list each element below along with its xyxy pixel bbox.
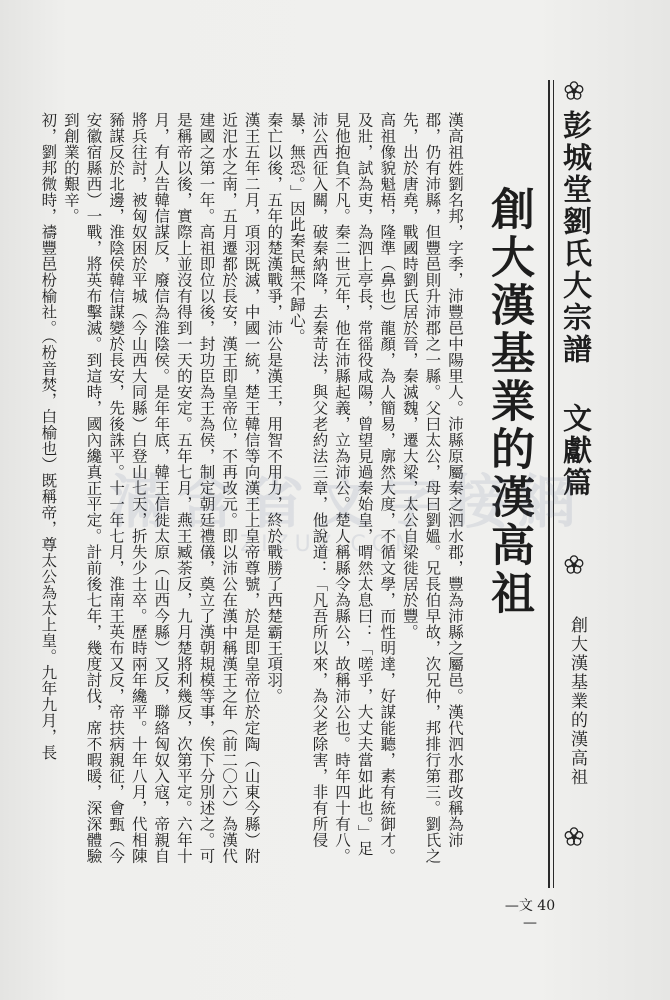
body-paragraph: 高祖像貌魁梧，隆準（鼻也）龍顏，為人簡易，廓然大度，不循文學，而性明達，好謀能聽，素有統御才。及壯，試為吏，為泗上亭長，常徭役咸陽，曾望見過秦始皇，喟然太息曰：「嗟乎，大丈夫當如此也。」足見他抱負不凡。秦二世元年，他在沛縣起義，立為沛公。楚人稱縣令為縣公，故稱沛公也。時年四十有八。沛公西征入關，破秦納降，去秦苛法，與父老約法三章，他說道：「凡吾所以來，為父老除害，非有所侵暴，無恐。」因此秦民無不歸心。 xyxy=(287,112,397,864)
section-header-subtitle: 創大漢基業的漢高祖 xyxy=(567,616,587,787)
body-paragraph: 初，劉邦微時，禱豐邑枌榆社。（枌音焚，白榆也）既稱帝，尊太公為太上皇。九年九月，長 xyxy=(39,112,58,761)
body-paragraph: 秦亡以後，五年的楚漢戰爭，沛公是漢王，用智不用力，終於戰勝了西楚霸王項羽。 xyxy=(265,112,284,704)
section-header-title: 彭城堂劉氏大宗譜 文獻篇 xyxy=(559,110,593,499)
body-paragraph: 漢高祖姓劉名邦，字季，沛豐邑中陽里人。沛縣原屬秦之泗水郡，豐為沛縣之屬邑。漢代泗水郡改稱為沛郡，仍有沛縣，但豐邑則升沛郡之一縣。父曰太公，母曰劉媼。兄長伯早故，次兄仲，邦排行第三。劉氏之先，出於唐堯，戰國時劉氏居於晉，秦滅魏，遷大梁，太公自梁徙居於豐。 xyxy=(400,112,464,864)
plum-blossom-icon xyxy=(563,80,585,102)
body-paragraph: 漢王五年二月，項羽既滅，中國一統，楚王韓信等向漢王上皇帝尊號，於是即皇帝位於定陶（山東今縣）附近汜水之南，五月遷都於長安，漢王即皇帝位，不再改元。即以沛公在漢中稱漢王之年（前二〇六）為漢代建國之第一年。高祖即位以後，封功臣為王為侯，制定朝廷禮儀，奠立了漢朝規模等事，俟下分別述之。可是稱帝以後，實際上並沒有得到一天的安定。五年七月，燕王臧荼反，九月楚將利幾反，次第平定。六年十月，有人告韓信謀反，廢信為淮陰侯。是年年底，韓王信徙太原（山西今縣）又反，聯絡匈奴入寇，帝親自將兵往討，被匈奴困於平城（今山西大同縣）白登山七天，折失少士卒。歷時兩年纔平。十年八月，代相陳豨謀反於北邊，淮陰侯韓信謀變於長安，先後誅平。十一年七月，淮南王英布又反，帝扶病親征，會甄（今安徽宿縣西）一戰，將英布擊滅。到這時，國內纔真正平定。計前後七年，幾度討伐，席不暇暖，深深體驗到創業的艱辛。 xyxy=(61,112,261,864)
plum-blossom-icon xyxy=(563,554,585,576)
site-watermark-url: ZIZUZ.COM xyxy=(240,532,421,557)
site-watermark: 滿含省文字接網 xyxy=(110,468,587,536)
article-title: 創大漢基業的漢高祖 xyxy=(483,186,534,618)
plum-blossom-icon xyxy=(563,826,585,848)
page-number: —文 40 — xyxy=(504,898,556,931)
